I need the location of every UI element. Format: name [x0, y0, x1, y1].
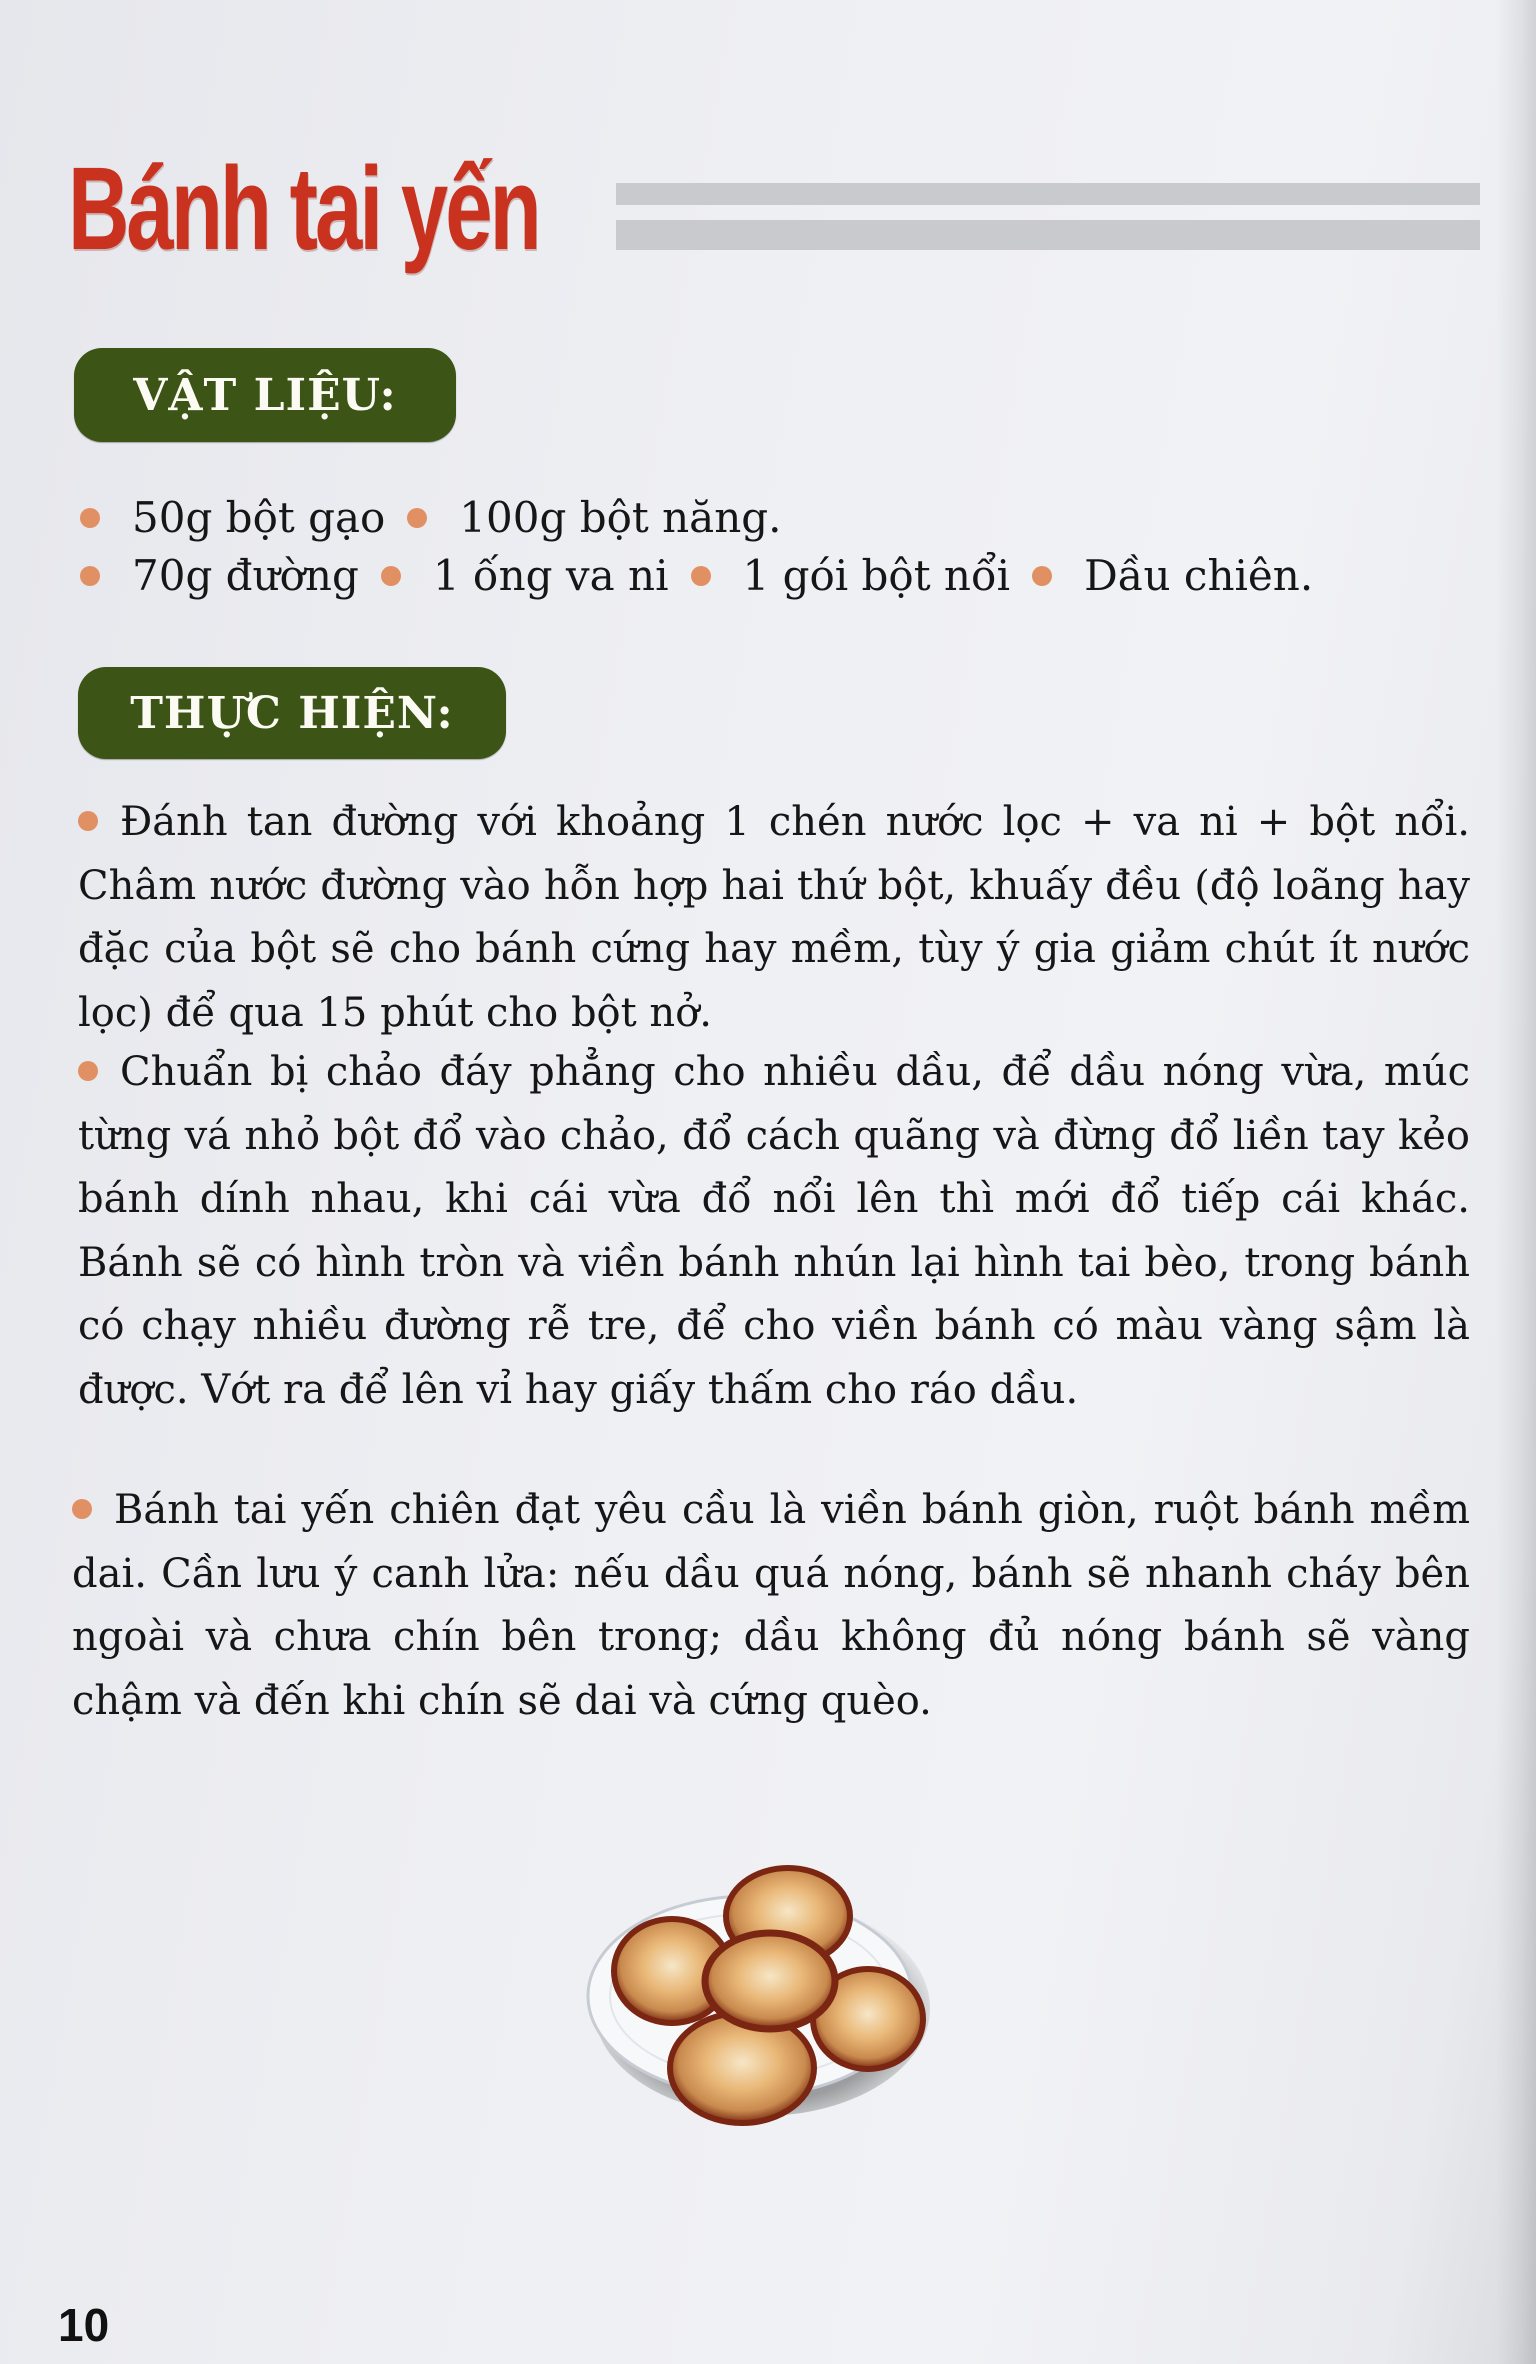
- ingredient-item: [1032, 551, 1314, 600]
- method-step-text: Đánh tan đường với khoảng 1 chén nước lọc + va ni + bột nổi. Châm nước đường vào hỗn hợp hai thứ bột, khuấy đều (độ loãng hay đặc của bột sẽ cho bánh cứng hay mềm, tùy ý gia giảm chút ít nước lọc) để qua 15 phút cho bột nở.: [78, 799, 1470, 1036]
- bullet-dot-icon: [381, 566, 401, 586]
- bullet-dot-icon: [691, 566, 711, 586]
- ingredient-item: [80, 551, 359, 600]
- ingredient-text: 1 gói bột nổi: [742, 551, 1011, 600]
- bullet-dot-icon: [80, 566, 100, 586]
- ingredient-item: [691, 551, 1011, 600]
- ingredient-item: [381, 551, 669, 600]
- method-heading: [78, 667, 506, 759]
- bullet-dot-icon: [1032, 566, 1052, 586]
- page-spine-shadow: [1496, 0, 1536, 2364]
- bullet-dot-icon: [407, 508, 427, 528]
- ingredients-heading-label: VẬT LIỆU:: [133, 369, 397, 421]
- title-decoration-bar-bottom: [616, 220, 1480, 250]
- ingredient-text: 1 ống va ni: [432, 551, 669, 600]
- ingredient-item: [80, 493, 386, 542]
- title-decoration-bar-top: [616, 183, 1480, 205]
- method-step-text: Chuẩn bị chảo đáy phẳng cho nhiều dầu, để dầu nóng vừa, múc từng vá nhỏ bột đổ vào chảo, đổ cách quãng và đừng đổ liền tay kẻo bánh dính nhau, khi cái vừa đổ nổi lên thì mới đổ tiếp cái khác. Bánh sẽ có hình tròn và viền bánh nhún lại hình tai bèo, trong bánh có chạy nhiều đường rễ tre, để cho viền bánh có màu vàng sậm là được. Vớt ra để lên vỉ hay giấy thấm cho ráo dầu.: [78, 1049, 1470, 1413]
- fried-cakes-plate-illustration: [580, 1856, 930, 2126]
- ingredient-item: [407, 493, 782, 542]
- method-step-2: [78, 1041, 1470, 1422]
- method-step-text: Bánh tai yến chiên đạt yêu cầu là viền bánh giòn, ruột bánh mềm dai. Cần lưu ý canh lửa: nếu dầu quá nóng, bánh sẽ nhanh cháy bên ngoài và chưa chín bên trong; dầu không đủ nóng bánh sẽ vàng chậm và đến khi chín sẽ dai và cứng quèo.: [72, 1487, 1470, 1724]
- method-heading-label: THỰC HIỆN:: [130, 687, 454, 739]
- bullet-dot-icon: [78, 1061, 98, 1081]
- ingredient-text: 100g bột năng.: [459, 493, 782, 542]
- method-step-3: [72, 1479, 1470, 1733]
- method-step-1: [78, 791, 1470, 1045]
- page-title: Bánh tai yến: [68, 143, 539, 275]
- dish-photo: [580, 1856, 930, 2126]
- ingredient-line-2: [80, 551, 1335, 600]
- ingredients-heading: [74, 348, 456, 442]
- bullet-dot-icon: [72, 1499, 92, 1519]
- ingredient-text: 70g đường: [132, 551, 359, 600]
- ingredient-text: Dầu chiên.: [1084, 551, 1314, 600]
- ingredient-text: 50g bột gạo: [132, 493, 386, 542]
- bullet-dot-icon: [80, 508, 100, 528]
- page-number: 10: [58, 2299, 110, 2351]
- ingredient-line-1: [80, 493, 803, 542]
- bullet-dot-icon: [78, 811, 98, 831]
